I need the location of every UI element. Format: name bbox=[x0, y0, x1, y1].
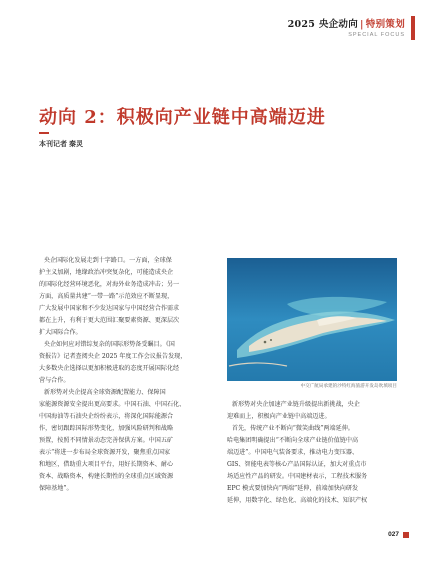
left-line: 扩大国际合作。 bbox=[39, 329, 82, 336]
left-line: 新形势对央企提高全球资源配置能力、保障国 bbox=[43, 389, 166, 396]
right-line: 新形势对央企加速产业链升级提出新挑战，央企 bbox=[231, 401, 360, 408]
page-number: 027 bbox=[388, 531, 399, 538]
article-title: 动向 2：积极向产业链中高端迈进 bbox=[39, 107, 326, 128]
island-illustration bbox=[227, 258, 397, 381]
right-line: GIS、智能电表等核心产品国际认证，加大对重点市 bbox=[227, 461, 367, 468]
right-line: 端迈进”。中国电气装备要求，推动电力变压器、 bbox=[227, 449, 359, 456]
left-line: 资报告》记者查阅央企 2025 年度工作会议报告发现， bbox=[39, 353, 187, 360]
left-line: 广大发展中国家和不少发达国家与中国经营合作需求 bbox=[39, 305, 180, 312]
left-line: 的国际化经营环境恶化，对海外业务造成冲击；另一 bbox=[39, 281, 180, 288]
left-line: 央企国际化发展走到十字路口。一方面，全球保 bbox=[43, 257, 172, 264]
left-line: 预置，按照不同情景动态完善保供方案。中国五矿 bbox=[39, 437, 174, 444]
left-line: 作，密切跟踪国际形势变化，加强风险研判和战略 bbox=[39, 425, 174, 432]
left-column bbox=[39, 255, 216, 495]
section-separator: | bbox=[360, 19, 364, 30]
magazine-header bbox=[255, 10, 415, 46]
left-line: 都在上升，有利于更大范围汇聚要素资源、更深层次 bbox=[39, 317, 180, 324]
left-line: 保障基地”。 bbox=[39, 485, 73, 492]
right-line: 迎难而上，积极向产业链中高端迈进。 bbox=[227, 413, 331, 420]
right-line: EPC 模式要加快向“两端”延伸，前端加快向研发 bbox=[227, 485, 359, 492]
right-line: 哈电集团明确提出“不断向全球产业链价值链中高 bbox=[227, 437, 359, 444]
section-kind: 特别策划 bbox=[365, 19, 405, 30]
left-line: 家能源资源安全提出更高要求。中国石油、中国石化、 bbox=[39, 401, 186, 408]
left-line: 营与合作。 bbox=[39, 377, 70, 384]
left-line: 护主义加剧，地缘政治冲突复杂化，可能造成央企 bbox=[39, 269, 174, 276]
right-line: 场适应性产品的研发。中国建材表示，工程技术服务 bbox=[227, 473, 368, 480]
left-line: 央企如何应对错综复杂的国际形势备受瞩目。《国 bbox=[43, 341, 175, 348]
photo-caption: 中交广航局承建的沙特红海旅游开发岛吹填项目 bbox=[300, 383, 397, 388]
header-accent-bar bbox=[411, 16, 415, 40]
right-line: 延伸，用数字化、绿色化、高端化的技术、知识产权 bbox=[227, 497, 368, 504]
right-line: 首先，传统产业不断向“微笑曲线”两端延伸。 bbox=[231, 425, 354, 432]
aerial-island-photo bbox=[227, 258, 397, 381]
page-number-marker bbox=[403, 532, 409, 538]
left-line: 表示“将进一步布局全球资源开发，聚焦重点国家 bbox=[39, 449, 171, 456]
article-byline: 本刊记者 秦灵 bbox=[39, 141, 83, 148]
left-line: 和地区，借助重大项目平台，用好长期资本、耐心 bbox=[39, 461, 174, 468]
left-line: 中国海油等石油央企纷纷表示，将深化国际能源合 bbox=[39, 413, 174, 420]
left-line: 资本、战略资本，构建长期性的全球重点区域资源 bbox=[39, 473, 174, 480]
right-column bbox=[227, 399, 397, 507]
title-rule bbox=[39, 132, 49, 134]
section-title bbox=[288, 16, 405, 30]
section-subtitle: SPECIAL FOCUS bbox=[348, 32, 405, 38]
left-line: 大多数央企选择以更加积极进取的态度开展国际化经 bbox=[39, 365, 180, 372]
left-line: 方面，高质量共建“一带一路”示范效应不断显现， bbox=[39, 293, 174, 300]
section-name: 2025 央企动向 bbox=[287, 19, 359, 30]
